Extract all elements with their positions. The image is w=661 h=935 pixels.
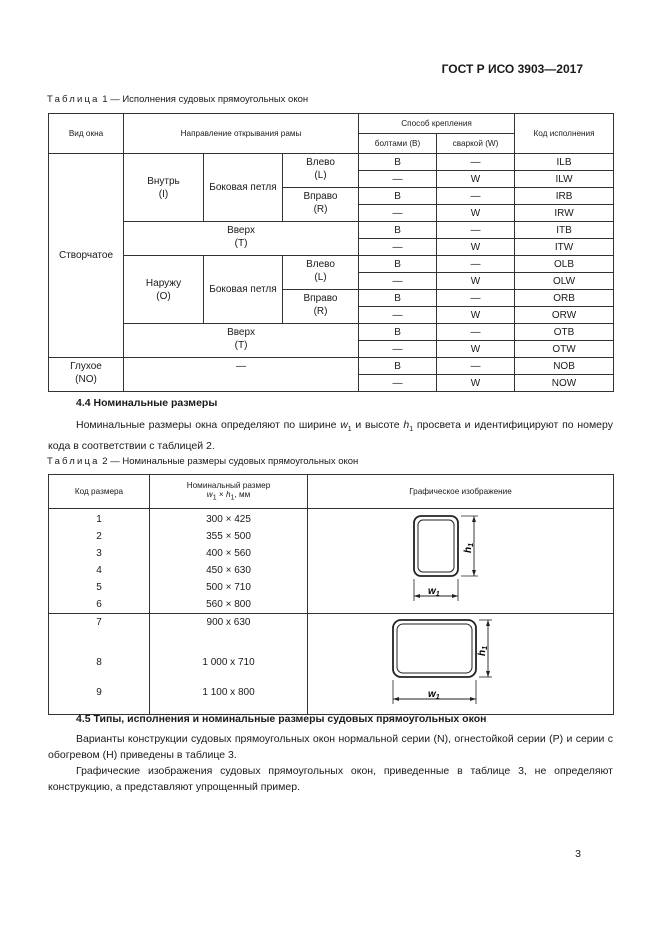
type-casement: Створчатое bbox=[49, 154, 124, 358]
cell-b: B bbox=[359, 222, 437, 239]
document-header: ГОСТ Р ИСО 3903—2017 bbox=[441, 62, 583, 76]
fixed-direction-dash: — bbox=[124, 358, 359, 392]
section-4-5-title: 4.5 Типы, исполнения и номинальные размеры судовых прямоугольных окон bbox=[76, 713, 487, 725]
header-graphic: Графическое изображение bbox=[308, 475, 614, 509]
graphic-portrait-window bbox=[308, 509, 614, 614]
code-cell: ORB bbox=[515, 290, 614, 307]
code-cell: ITB bbox=[515, 222, 614, 239]
code-cell: ILW bbox=[515, 171, 614, 188]
cell-w: W bbox=[437, 171, 515, 188]
hinge-left: Влево (L) bbox=[283, 256, 359, 290]
cell-dash: — bbox=[437, 324, 515, 341]
dim-w1: $w_1$ bbox=[428, 586, 440, 598]
cell-b: B bbox=[359, 290, 437, 307]
direction-up-inward: Вверх (T) bbox=[124, 222, 359, 256]
table-window-versions bbox=[48, 113, 614, 392]
code-cell: IRW bbox=[515, 205, 614, 222]
hinge-right: Вправо (R) bbox=[283, 188, 359, 222]
sizes-group2: 900 x 630 1 000 x 710 1 100 x 800 bbox=[150, 614, 308, 715]
side-hinge: Боковая петля bbox=[204, 256, 283, 324]
cell-w: W bbox=[437, 307, 515, 324]
cell-dash: — bbox=[359, 375, 437, 392]
cell-dash: — bbox=[359, 205, 437, 222]
header-welding: сваркой (W) bbox=[437, 134, 515, 154]
sizes-group1: 300 × 425 355 × 500 400 × 560 450 × 630 500 × 710 560 × 800 bbox=[150, 509, 308, 614]
dim-h1: $h_1$ bbox=[477, 645, 489, 656]
code-cell: ORW bbox=[515, 307, 614, 324]
table2-caption-word: Таблица bbox=[47, 456, 100, 467]
cell-b: B bbox=[359, 154, 437, 171]
header-fixing-method: Способ крепления bbox=[359, 114, 515, 134]
code-cell: ILB bbox=[515, 154, 614, 171]
cell-dash: — bbox=[359, 341, 437, 358]
portrait-window-diagram bbox=[308, 509, 614, 610]
section-4-4-title: 4.4 Номинальные размеры bbox=[76, 397, 218, 409]
section-4-4-paragraph: Номинальные размеры окна определяют по ширине $w_1$ и высоте $h_1$ просвета и идентифицируют по номеру кода в соответствии с таблицей 2. bbox=[48, 419, 613, 453]
table-nominal-sizes bbox=[48, 474, 614, 715]
code-cell: ITW bbox=[515, 239, 614, 256]
cell-dash: — bbox=[437, 154, 515, 171]
code-cell: IRB bbox=[515, 188, 614, 205]
cell-dash: — bbox=[359, 171, 437, 188]
cell-dash: — bbox=[437, 188, 515, 205]
graphic-landscape-window bbox=[308, 614, 614, 715]
cell-w: W bbox=[437, 239, 515, 256]
cell-dash: — bbox=[437, 290, 515, 307]
header-size-code: Код размера bbox=[49, 475, 150, 509]
header-nominal-size: Номинальный размер $w_1 \times h_1$, мм bbox=[150, 475, 308, 509]
cell-dash: — bbox=[359, 239, 437, 256]
direction-outward: Наружу (O) bbox=[124, 256, 204, 324]
code-cell: OLB bbox=[515, 256, 614, 273]
size-codes-group1: 1 2 3 4 5 6 bbox=[49, 509, 150, 614]
cell-b: B bbox=[359, 324, 437, 341]
cell-dash: — bbox=[437, 222, 515, 239]
section-4-5-paragraph-2: Графические изображения судовых прямоугольных окон, приведенные в таблице 3, не определяют конструкцию, а представляют упрощенный пример. bbox=[48, 765, 613, 793]
cell-dash: — bbox=[437, 256, 515, 273]
header-bolts: болтами (B) bbox=[359, 134, 437, 154]
table1-caption-text: 1 — Исполнения судовых прямоугольных окон bbox=[99, 94, 309, 105]
hinge-right: Вправо (R) bbox=[283, 290, 359, 324]
landscape-window-diagram bbox=[308, 614, 614, 711]
page-number: 3 bbox=[575, 848, 581, 860]
header-version-code: Код исполнения bbox=[515, 114, 614, 154]
cell-dash: — bbox=[359, 273, 437, 290]
size-codes-group2: 7 8 9 bbox=[49, 614, 150, 715]
code-cell: OTB bbox=[515, 324, 614, 341]
dim-w1: $w_1$ bbox=[428, 689, 440, 701]
code-cell: NOB bbox=[515, 358, 614, 375]
code-cell: NOW bbox=[515, 375, 614, 392]
header-opening-direction: Направление открывания рамы bbox=[124, 114, 359, 154]
table1-caption-word: Таблица bbox=[47, 94, 100, 105]
table2-caption bbox=[47, 456, 358, 467]
table1-caption bbox=[47, 94, 308, 105]
table2-caption-text: 2 — Номинальные размеры судовых прямоугольных окон bbox=[99, 456, 359, 467]
section-4-5-paragraph-1: Варианты конструкции судовых прямоугольных окон нормальной серии (N), огнестойкой серии (P) и серии с обогревом (H) приведены в таблице 3. bbox=[48, 733, 613, 761]
cell-dash: — bbox=[359, 307, 437, 324]
hinge-left: Влево (L) bbox=[283, 154, 359, 188]
type-fixed: Глухое (NO) bbox=[49, 358, 124, 392]
cell-dash: — bbox=[437, 358, 515, 375]
direction-up-outward: Вверх (T) bbox=[124, 324, 359, 358]
code-cell: OTW bbox=[515, 341, 614, 358]
code-cell: OLW bbox=[515, 273, 614, 290]
cell-b: B bbox=[359, 358, 437, 375]
cell-b: B bbox=[359, 256, 437, 273]
direction-inward: Внутрь (I) bbox=[124, 154, 204, 222]
header-window-type: Вид окна bbox=[49, 114, 124, 154]
cell-w: W bbox=[437, 205, 515, 222]
cell-w: W bbox=[437, 273, 515, 290]
cell-w: W bbox=[437, 341, 515, 358]
side-hinge: Боковая петля bbox=[204, 154, 283, 222]
cell-b: B bbox=[359, 188, 437, 205]
dim-h1: $h_1$ bbox=[463, 542, 475, 553]
cell-w: W bbox=[437, 375, 515, 392]
